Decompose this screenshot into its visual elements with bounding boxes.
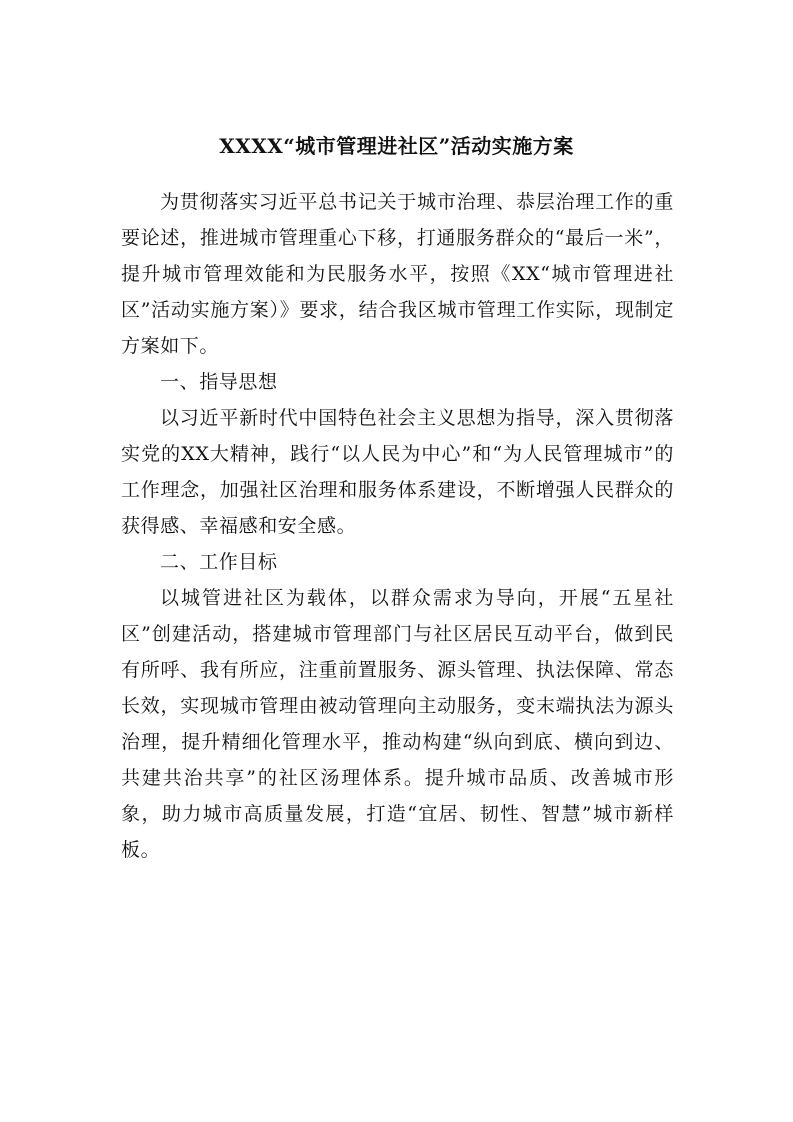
section-heading-guiding-ideology: 一、指导思想 [160, 371, 278, 393]
guiding-ideology-paragraph: 以习近平新时代中国特色社会主义思想为指导，深入贯彻落实党的XX大精神，践行“以人民为中心”和“为人民管理城市”的工作理念，加强社区治理和服务体系建设，不断增强人民群众的获得感、幸福感和安全感。 [121, 407, 674, 537]
section-heading-work-goals: 二、工作目标 [160, 551, 278, 573]
intro-paragraph: 为贯彻落实习近平总书记关于城市治理、恭层治理工作的重要论述，推进城市管理重心下移，打通服务群众的“最后一米”，提升城市管理效能和为民服务水平，按照《XX“城市管理进社区”活动实施方案）》要求，结合我区城市管理工作实际，现制定方案如下。 [121, 191, 674, 357]
document-title: XXXX“城市管理进社区”活动实施方案 [219, 134, 574, 158]
document-body [121, 184, 674, 868]
work-goals-paragraph: 以城管进社区为载体，以群众需求为导向，开展“五星社区”创建活动，搭建城市管理部门与社区居民互动平台，做到民有所呼、我有所应，注重前置服务、源头管理、执法保障、常态长效，实现城市管理由被动管理向主动服务，变末端执法为源头治理，提升精细化管理水平，推动构建“纵向到底、横向到边、共建共治共享”的社区汤理体系。提升城市品质、改善城市形象，助力城市高质量发展，打造“宜居、韧性、智慧”城市新样板。 [121, 587, 674, 861]
